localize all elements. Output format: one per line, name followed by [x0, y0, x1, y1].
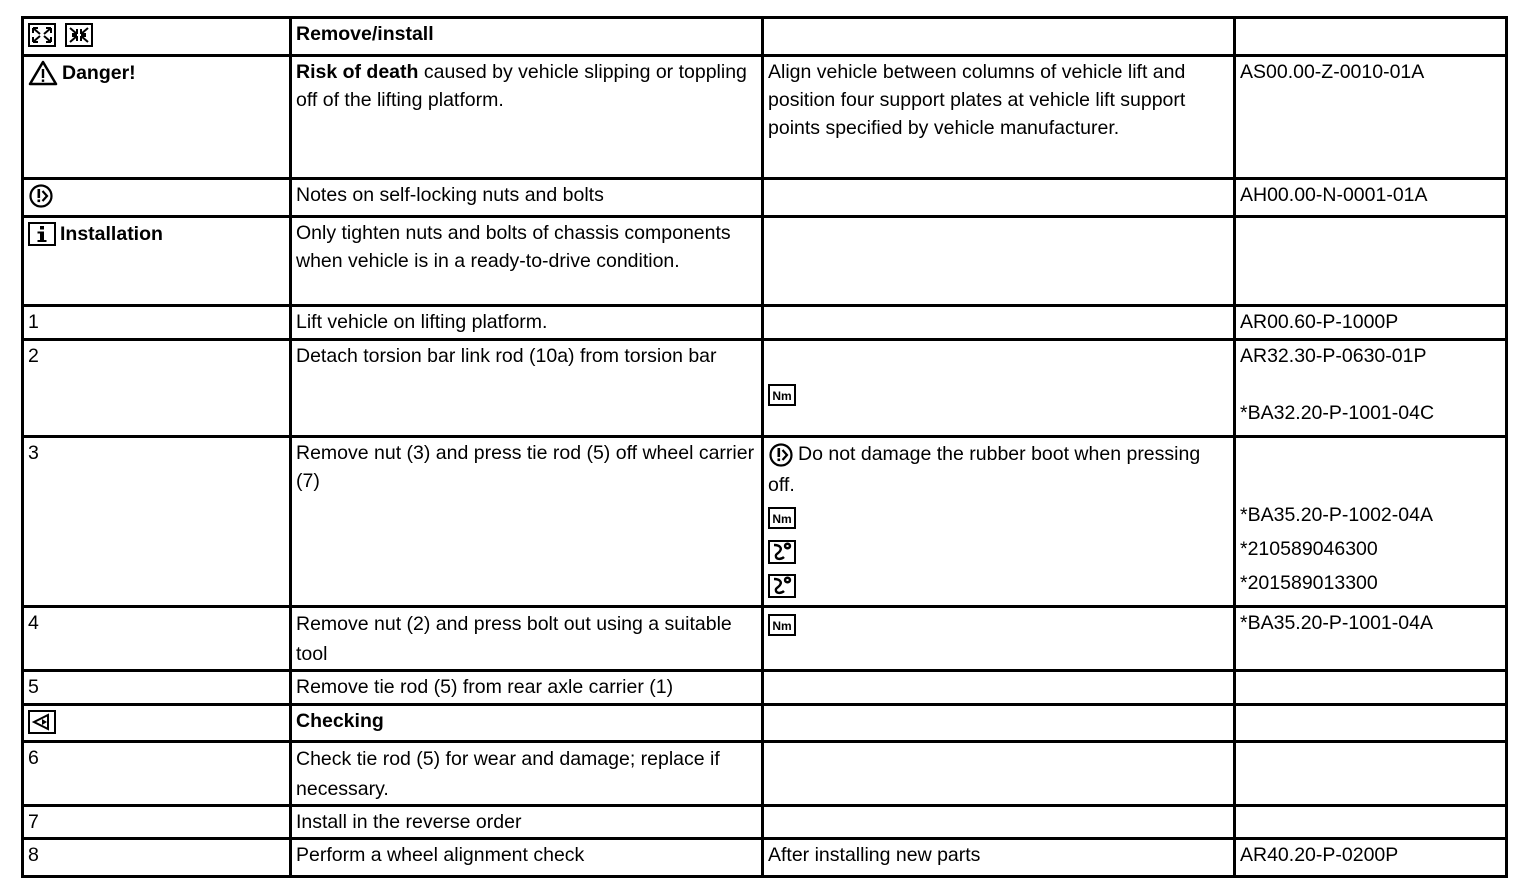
step-notes-cell	[763, 607, 1235, 671]
step-text: Install in the reverse order	[291, 806, 763, 839]
step-text: Remove tie rod (5) from rear axle carrier (1)	[291, 671, 763, 705]
step-text: Perform a wheel alignment check	[291, 839, 763, 877]
step-row	[23, 340, 1507, 437]
danger-row	[23, 56, 1507, 179]
danger-description	[291, 56, 763, 179]
svg-text:Nm: Nm	[772, 511, 792, 526]
step-row	[23, 742, 1507, 806]
header-row	[23, 18, 1507, 56]
procedure-table	[21, 16, 1508, 878]
header-icons-cell	[23, 18, 291, 56]
step-notes-cell	[763, 340, 1235, 437]
step-text: Lift vehicle on lifting platform.	[291, 306, 763, 340]
special-tool-icon	[768, 536, 796, 564]
notes-ref-link[interactable]: AH00.00-N-0001-01A	[1235, 179, 1507, 217]
step-ref-link[interactable]: AR40.20-P-0200P	[1235, 839, 1507, 877]
step-ref-link[interactable]: *210589046300	[1240, 538, 1378, 560]
danger-measure: Align vehicle between columns of vehicle lift and position four support plates at vehicle lift support points specified by vehicle manufacturer.	[763, 56, 1235, 179]
note-attention-icon	[768, 443, 794, 467]
checking-icon-cell	[23, 705, 291, 742]
step-note: Do not damage the rubber boot when pressing off.	[768, 443, 1201, 496]
step-number: 5	[23, 671, 291, 705]
step-ref-link[interactable]: AR32.30-P-0630-01P	[1240, 345, 1427, 367]
step-number: 3	[23, 437, 291, 607]
installation-label: Installation	[60, 222, 163, 245]
installation-label-cell	[23, 217, 291, 306]
torque-nm-icon	[768, 380, 796, 406]
notes-text: Notes on self-locking nuts and bolts	[291, 179, 763, 217]
risk-text: caused by vehicle slipping or toppling off of the lifting platform.	[296, 61, 747, 111]
installation-row	[23, 217, 1507, 306]
step-notes-cell	[763, 437, 1235, 607]
step-number: 7	[23, 806, 291, 839]
step-number: 8	[23, 839, 291, 877]
remove-icon	[28, 23, 56, 47]
torque-nm-icon	[768, 614, 796, 636]
header-title: Remove/install	[291, 18, 763, 56]
special-tool-icon	[768, 570, 796, 598]
step-row	[23, 607, 1507, 671]
warning-triangle-icon	[28, 60, 58, 86]
step-number: 4	[23, 607, 291, 671]
danger-ref-link[interactable]: AS00.00-Z-0010-01A	[1235, 56, 1507, 179]
checking-row	[23, 705, 1507, 742]
step-refs-cell	[1235, 437, 1507, 607]
step-ref-link[interactable]: AR00.60-P-1000P	[1235, 306, 1507, 340]
checking-label: Checking	[291, 705, 763, 742]
note-attention-icon	[28, 184, 54, 208]
step-row	[23, 306, 1507, 340]
danger-label: Danger!	[62, 61, 136, 84]
notes-icon-cell	[23, 179, 291, 217]
install-icon	[65, 23, 93, 47]
step-text: Remove nut (2) and press bolt out using a suitable tool	[291, 607, 763, 671]
step-text: Remove nut (3) and press tie rod (5) off wheel carrier (7)	[291, 437, 763, 607]
step-row	[23, 806, 1507, 839]
step-ref-link[interactable]: *BA35.20-P-1001-04A	[1235, 607, 1507, 671]
info-icon	[28, 222, 56, 246]
step-number: 6	[23, 742, 291, 806]
step-row	[23, 671, 1507, 705]
step-number: 2	[23, 340, 291, 437]
svg-text:Nm: Nm	[772, 388, 792, 403]
svg-text:Nm: Nm	[772, 618, 792, 633]
step-row	[23, 437, 1507, 607]
torque-nm-icon	[768, 503, 796, 529]
step-number: 1	[23, 306, 291, 340]
step-text: Detach torsion bar link rod (10a) from torsion bar	[291, 340, 763, 437]
checking-icon	[28, 710, 56, 734]
step-ref-link[interactable]: *BA32.20-P-1001-04C	[1240, 402, 1435, 424]
step-refs-cell	[1235, 340, 1507, 437]
step-ref-link[interactable]: *201589013300	[1240, 572, 1378, 594]
notes-row	[23, 179, 1507, 217]
danger-label-cell	[23, 56, 291, 179]
step-ref-link[interactable]: *BA35.20-P-1002-04A	[1240, 504, 1433, 526]
installation-text: Only tighten nuts and bolts of chassis components when vehicle is in a ready-to-drive condition.	[291, 217, 763, 306]
risk-bold: Risk of death	[296, 61, 419, 83]
step-note: After installing new parts	[763, 839, 1235, 877]
step-row	[23, 839, 1507, 877]
step-text: Check tie rod (5) for wear and damage; replace if necessary.	[291, 742, 763, 806]
